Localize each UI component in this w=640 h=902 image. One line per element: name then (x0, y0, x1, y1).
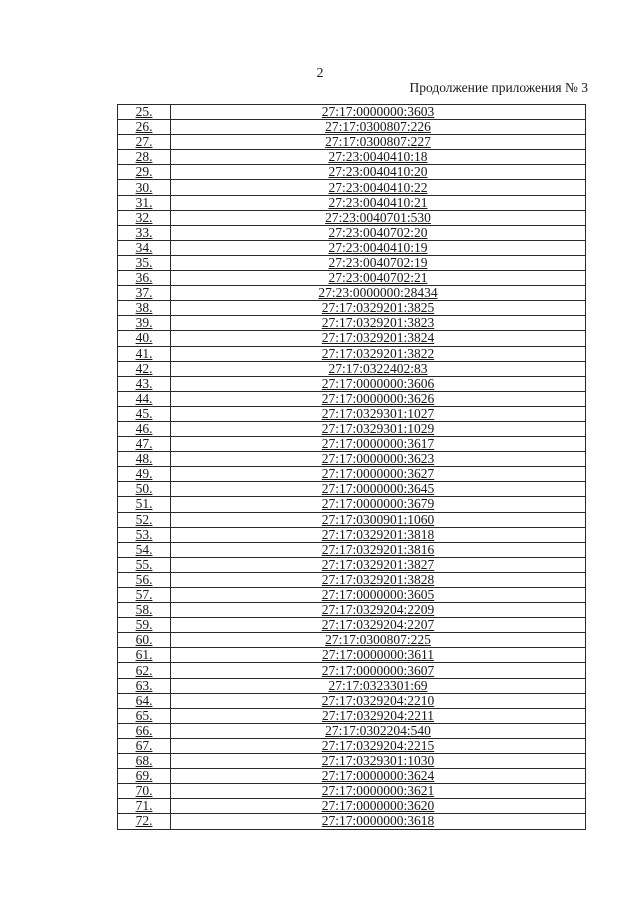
cadastral-number-cell (171, 648, 586, 663)
cadastral-number: 27:17:0300807:226 (325, 119, 431, 135)
cadastral-number-cell (171, 271, 586, 286)
row-number: 32. (135, 210, 153, 225)
row-number: 72. (135, 813, 153, 829)
table-row (118, 421, 586, 436)
row-number: 31. (135, 195, 153, 210)
row-number: 58. (135, 602, 153, 618)
table-row (118, 376, 586, 391)
cadastral-number: 27:17:0329201:3827 (321, 557, 435, 572)
cadastral-number: 27:17:0329204:2215 (321, 738, 435, 753)
row-number: 61. (135, 647, 153, 663)
row-number: 47. (135, 436, 153, 452)
cadastral-number-cell (171, 165, 586, 180)
table-row (118, 165, 586, 180)
row-number: 25. (135, 104, 153, 120)
row-number: 67. (135, 738, 153, 753)
row-number: 44. (135, 391, 153, 406)
cadastral-number-cell (171, 240, 586, 255)
row-number-cell (118, 316, 171, 331)
row-number: 54. (135, 542, 153, 557)
cadastral-number: 27:17:0000000:3621 (321, 783, 435, 799)
row-number: 59. (135, 617, 153, 633)
table-row (118, 708, 586, 723)
row-number-cell (118, 527, 171, 542)
cadastral-number: 27:17:0323301:69 (328, 678, 428, 693)
row-number-cell (118, 618, 171, 633)
row-number-cell (118, 301, 171, 316)
row-number: 35. (135, 255, 153, 270)
row-number-cell (118, 754, 171, 769)
row-number-cell (118, 482, 171, 497)
table-row (118, 391, 586, 406)
row-number-cell (118, 663, 171, 678)
cadastral-number: 27:23:0040702:19 (328, 255, 428, 270)
table-row (118, 482, 586, 497)
table-row (118, 361, 586, 376)
row-number: 39. (135, 315, 153, 331)
row-number-cell (118, 512, 171, 527)
cadastral-number: 27:17:0000000:3617 (321, 436, 435, 452)
row-number: 38. (135, 300, 153, 316)
row-number: 49. (135, 466, 153, 482)
cadastral-number: 27:17:0329204:2207 (321, 617, 435, 633)
cadastral-number-cell (171, 150, 586, 165)
row-number: 26. (135, 119, 153, 135)
cadastral-number: 27:17:0000000:3606 (321, 376, 435, 391)
cadastral-number: 27:17:0000000:3605 (321, 587, 435, 603)
table-row (118, 105, 586, 120)
row-number-cell (118, 497, 171, 512)
table-row (118, 225, 586, 240)
cadastral-number-cell (171, 361, 586, 376)
row-number: 40. (135, 330, 153, 346)
table-row (118, 150, 586, 165)
row-number-cell (118, 120, 171, 135)
row-number-cell (118, 195, 171, 210)
cadastral-number: 27:17:0000000:3679 (321, 496, 435, 512)
row-number: 68. (135, 753, 153, 769)
cadastral-number: 27:23:0040410:20 (328, 164, 428, 180)
row-number: 34. (135, 240, 153, 255)
row-number: 57. (135, 587, 153, 603)
cadastral-number: 27:17:0000000:3603 (321, 104, 435, 120)
cadastral-number: 27:17:0329201:3818 (321, 527, 435, 542)
cadastral-number-cell (171, 557, 586, 572)
row-number: 62. (135, 662, 153, 678)
cadastral-number-cell (171, 331, 586, 346)
row-number: 27. (135, 134, 153, 150)
table-row (118, 784, 586, 799)
table-row (118, 346, 586, 361)
cadastral-number-cell (171, 210, 586, 225)
row-number-cell (118, 708, 171, 723)
cadastral-number: 27:17:0322402:83 (328, 361, 428, 376)
cadastral-number-cell (171, 105, 586, 120)
table-row (118, 120, 586, 135)
cadastral-number: 27:17:0329301:1030 (321, 753, 435, 769)
row-number: 43. (135, 376, 153, 391)
cadastral-number: 27:17:0000000:3623 (321, 451, 435, 467)
row-number: 69. (135, 768, 153, 784)
cadastral-number: 27:17:0329204:2211 (321, 708, 434, 723)
cadastral-number: 27:17:0329201:3828 (321, 572, 435, 587)
row-number-cell (118, 557, 171, 572)
row-number: 50. (135, 481, 153, 497)
row-number: 71. (135, 798, 153, 814)
cadastral-number: 27:17:0000000:3620 (321, 798, 435, 814)
row-number: 65. (135, 708, 153, 723)
cadastral-number: 27:17:0000000:3618 (321, 813, 435, 829)
cadastral-number-cell (171, 467, 586, 482)
table-row (118, 618, 586, 633)
table-row (118, 467, 586, 482)
cadastral-number: 27:17:0329301:1027 (321, 406, 435, 421)
cadastral-number: 27:17:0329301:1029 (321, 421, 435, 437)
cadastral-number-cell (171, 180, 586, 195)
cadastral-number: 27:23:0040410:18 (328, 149, 428, 165)
cadastral-number-cell (171, 316, 586, 331)
cadastral-number-cell (171, 346, 586, 361)
row-number-cell (118, 738, 171, 753)
row-number-cell (118, 180, 171, 195)
cadastral-number-cell (171, 301, 586, 316)
row-number-cell (118, 437, 171, 452)
table-row (118, 286, 586, 301)
row-number-cell (118, 723, 171, 738)
cadastral-number: 27:17:0300901:1060 (321, 512, 435, 527)
row-number-cell (118, 286, 171, 301)
table-row (118, 301, 586, 316)
cadastral-number: 27:17:0000000:3611 (321, 647, 434, 663)
cadastral-number: 27:23:0000000:28434 (318, 285, 438, 301)
cadastral-number-cell (171, 723, 586, 738)
table-row (118, 738, 586, 753)
table-row (118, 527, 586, 542)
cadastral-number-cell (171, 693, 586, 708)
cadastral-number: 27:17:0329204:2209 (321, 602, 435, 618)
cadastral-number: 27:17:0329204:2210 (321, 693, 435, 708)
row-number-cell (118, 648, 171, 663)
table-row (118, 195, 586, 210)
table-row (118, 135, 586, 150)
row-number-cell (118, 814, 171, 829)
row-number-cell (118, 572, 171, 587)
table-row (118, 633, 586, 648)
cadastral-number-cell (171, 588, 586, 603)
row-number-cell (118, 346, 171, 361)
row-number-cell (118, 150, 171, 165)
row-number: 30. (135, 179, 153, 195)
cadastral-number: 27:23:0040701:530 (325, 210, 431, 225)
row-number: 28. (135, 149, 153, 165)
cadastral-number-cell (171, 603, 586, 618)
row-number: 41. (135, 346, 153, 361)
row-number: 52. (135, 512, 153, 527)
row-number-cell (118, 769, 171, 784)
cadastral-number-cell (171, 572, 586, 587)
row-number: 55. (135, 557, 153, 572)
row-number: 46. (135, 421, 153, 437)
row-number-cell (118, 406, 171, 421)
cadastral-number-cell (171, 406, 586, 421)
table-row (118, 497, 586, 512)
row-number-cell (118, 421, 171, 436)
row-number: 42. (135, 361, 153, 376)
cadastral-number-cell (171, 225, 586, 240)
table-row (118, 240, 586, 255)
table-row (118, 452, 586, 467)
table-row (118, 814, 586, 829)
cadastral-number-cell (171, 120, 586, 135)
cadastral-number-cell (171, 255, 586, 270)
table-row (118, 663, 586, 678)
cadastral-number: 27:23:0040702:21 (328, 270, 428, 286)
row-number-cell (118, 603, 171, 618)
table-row (118, 648, 586, 663)
row-number-cell (118, 467, 171, 482)
cadastral-number: 27:17:0000000:3607 (321, 662, 435, 678)
appendix-continuation-note: Продолжение приложения № 3 (409, 80, 588, 95)
row-number: 36. (135, 270, 153, 286)
cadastral-number: 27:17:0300807:225 (325, 632, 431, 648)
cadastral-numbers-table (117, 104, 586, 830)
row-number-cell (118, 678, 171, 693)
table-row (118, 180, 586, 195)
table-row (118, 437, 586, 452)
row-number-cell (118, 331, 171, 346)
cadastral-number: 27:23:0040410:22 (328, 179, 428, 195)
cadastral-number-cell (171, 799, 586, 814)
cadastral-number: 27:17:0329201:3816 (321, 542, 435, 557)
cadastral-number: 27:23:0040410:19 (328, 240, 428, 255)
table-row (118, 255, 586, 270)
cadastral-number-cell (171, 497, 586, 512)
row-number: 63. (135, 678, 153, 693)
row-number-cell (118, 255, 171, 270)
table-row (118, 588, 586, 603)
table-row (118, 603, 586, 618)
cadastral-number: 27:17:0000000:3645 (321, 481, 435, 497)
row-number: 56. (135, 572, 153, 587)
row-number: 48. (135, 451, 153, 467)
cadastral-number: 27:17:0300807:227 (325, 134, 431, 150)
cadastral-number-cell (171, 769, 586, 784)
cadastral-number-cell (171, 784, 586, 799)
cadastral-number-cell (171, 542, 586, 557)
cadastral-number-cell (171, 633, 586, 648)
table-row (118, 316, 586, 331)
row-number: 64. (135, 693, 153, 708)
cadastral-number: 27:23:0040410:21 (328, 195, 428, 210)
row-number: 33. (135, 225, 153, 240)
cadastral-number-cell (171, 286, 586, 301)
cadastral-number: 27:17:0000000:3626 (321, 391, 435, 406)
row-number-cell (118, 135, 171, 150)
row-number-cell (118, 452, 171, 467)
cadastral-number-cell (171, 482, 586, 497)
row-number: 53. (135, 527, 153, 542)
cadastral-number-cell (171, 376, 586, 391)
cadastral-number: 27:17:0329201:3824 (321, 330, 435, 346)
cadastral-number: 27:17:0329201:3825 (321, 300, 435, 316)
table-row (118, 572, 586, 587)
row-number-cell (118, 361, 171, 376)
row-number-cell (118, 240, 171, 255)
row-number: 66. (135, 723, 153, 738)
cadastral-number-cell (171, 195, 586, 210)
table-row (118, 271, 586, 286)
table-body (118, 105, 586, 830)
table-row (118, 678, 586, 693)
row-number: 60. (135, 632, 153, 648)
page-number: 2 (316, 66, 324, 81)
row-number: 70. (135, 783, 153, 799)
row-number: 45. (135, 406, 153, 421)
row-number-cell (118, 693, 171, 708)
cadastral-number-cell (171, 678, 586, 693)
row-number-cell (118, 376, 171, 391)
row-number-cell (118, 105, 171, 120)
cadastral-number-cell (171, 754, 586, 769)
row-number-cell (118, 391, 171, 406)
cadastral-number-cell (171, 437, 586, 452)
table-row (118, 406, 586, 421)
table-row (118, 693, 586, 708)
table-row (118, 512, 586, 527)
row-number-cell (118, 542, 171, 557)
row-number-cell (118, 210, 171, 225)
row-number-cell (118, 784, 171, 799)
row-number-cell (118, 225, 171, 240)
table-row (118, 210, 586, 225)
cadastral-number-cell (171, 738, 586, 753)
cadastral-number-cell (171, 814, 586, 829)
row-number-cell (118, 633, 171, 648)
cadastral-number-cell (171, 452, 586, 467)
cadastral-number: 27:23:0040702:20 (328, 225, 428, 240)
row-number: 29. (135, 164, 153, 180)
cadastral-number-cell (171, 527, 586, 542)
table-row (118, 769, 586, 784)
cadastral-number: 27:17:0000000:3624 (321, 768, 435, 784)
cadastral-number-cell (171, 135, 586, 150)
cadastral-number-cell (171, 391, 586, 406)
cadastral-number-cell (171, 708, 586, 723)
cadastral-number: 27:17:0302204:540 (325, 723, 431, 738)
row-number-cell (118, 271, 171, 286)
cadastral-number-cell (171, 663, 586, 678)
table-row (118, 723, 586, 738)
table-row (118, 799, 586, 814)
cadastral-number: 27:17:0329201:3823 (321, 315, 435, 331)
cadastral-number-cell (171, 512, 586, 527)
table-row (118, 754, 586, 769)
cadastral-number-cell (171, 421, 586, 436)
cadastral-number: 27:17:0000000:3627 (321, 466, 435, 482)
row-number: 51. (135, 496, 153, 512)
table-row (118, 331, 586, 346)
row-number: 37. (135, 285, 153, 301)
table-row (118, 542, 586, 557)
cadastral-number-cell (171, 618, 586, 633)
row-number-cell (118, 165, 171, 180)
cadastral-number: 27:17:0329201:3822 (321, 346, 435, 361)
table-row (118, 557, 586, 572)
row-number-cell (118, 799, 171, 814)
row-number-cell (118, 588, 171, 603)
